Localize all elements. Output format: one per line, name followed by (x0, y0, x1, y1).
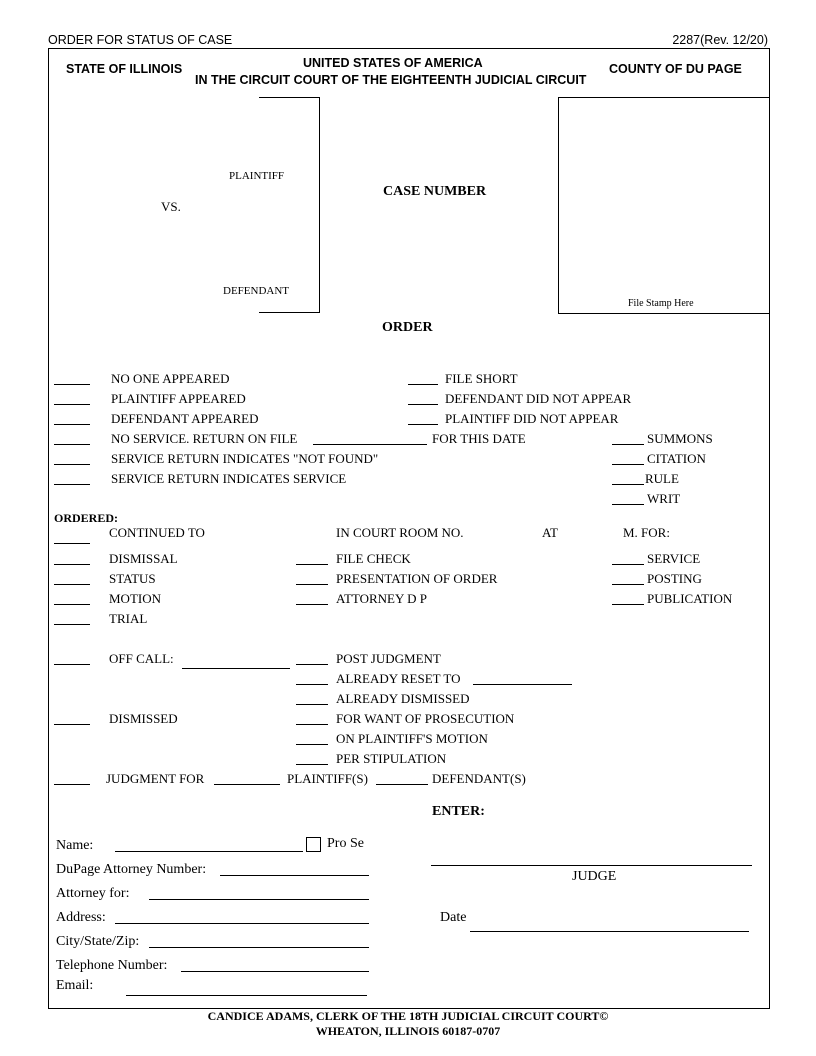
enter-label: ENTER: (432, 804, 485, 819)
form-name: ORDER FOR STATUS OF CASE (48, 33, 233, 47)
check-blank[interactable] (296, 664, 328, 665)
m-for-label: M. FOR: (623, 525, 670, 540)
file-stamp-box[interactable] (558, 97, 769, 314)
check-blank[interactable] (296, 724, 328, 725)
name-field[interactable] (115, 851, 303, 852)
check-blank[interactable] (54, 784, 90, 785)
judge-signature-field[interactable] (431, 865, 752, 866)
status: STATUS (109, 571, 156, 586)
continued-to: CONTINUED TO (109, 525, 205, 540)
post-judgment: POST JUDGMENT (336, 651, 441, 666)
return-date-field[interactable] (313, 444, 427, 445)
service: SERVICE (647, 551, 701, 566)
judgment-amount-field[interactable] (214, 784, 280, 785)
check-blank[interactable] (296, 584, 328, 585)
pro-se-label: Pro Se (327, 836, 364, 851)
judgment-for: JUDGMENT FOR (106, 771, 205, 786)
form-revision: 2287(Rev. 12/20) (672, 33, 768, 47)
for-this-date: FOR THIS DATE (432, 431, 526, 446)
rule: RULE (645, 471, 679, 486)
check-blank[interactable] (54, 384, 90, 385)
publication: PUBLICATION (647, 591, 733, 606)
posting: POSTING (647, 571, 702, 586)
file-stamp-label: File Stamp Here (628, 298, 694, 309)
plaintiff-no-appear: PLAINTIFF DID NOT APPEAR (445, 411, 619, 426)
per-stipulation: PER STIPULATION (336, 751, 447, 766)
case-number-label: CASE NUMBER (383, 184, 487, 199)
attorney-for-field[interactable] (149, 899, 369, 900)
citation: CITATION (647, 451, 706, 466)
name-label: Name: (56, 838, 94, 853)
check-blank[interactable] (54, 464, 90, 465)
off-call: OFF CALL: (109, 651, 174, 666)
already-dismissed: ALREADY DISMISSED (336, 691, 470, 706)
summons: SUMMONS (647, 431, 713, 446)
check-blank[interactable] (408, 404, 438, 405)
check-blank[interactable] (296, 564, 328, 565)
plaintiffs: PLAINTIFF(S) (287, 771, 368, 786)
check-blank[interactable] (54, 444, 90, 445)
check-blank[interactable] (612, 564, 644, 565)
check-blank[interactable] (54, 424, 90, 425)
caption-top-rule (259, 97, 319, 98)
check-blank[interactable] (54, 724, 90, 725)
no-service: NO SERVICE. RETURN ON FILE (111, 431, 298, 446)
ordered-label: ORDERED: (54, 511, 119, 525)
check-blank[interactable] (54, 484, 90, 485)
check-blank[interactable] (296, 744, 328, 745)
check-blank[interactable] (408, 424, 438, 425)
not-found: SERVICE RETURN INDICATES "NOT FOUND" (111, 451, 379, 466)
city-label: City/State/Zip: (56, 934, 140, 949)
telephone-field[interactable] (181, 971, 369, 972)
motion: MOTION (109, 591, 161, 606)
pro-se-checkbox[interactable] (306, 837, 321, 852)
off-call-field[interactable] (182, 668, 290, 669)
attorney-for-label: Attorney for: (56, 886, 130, 901)
check-blank[interactable] (54, 564, 90, 565)
file-check: FILE CHECK (336, 551, 411, 566)
defendant-label: DEFENDANT (223, 285, 289, 297)
court-room: IN COURT ROOM NO. (336, 525, 464, 540)
state-label: STATE OF ILLINOIS (66, 62, 183, 76)
no-one-appeared: NO ONE APPEARED (111, 371, 230, 386)
footer-address: WHEATON, ILLINOIS 60187-0707 (315, 1024, 501, 1038)
address-field[interactable] (115, 923, 369, 924)
date-label: Date (440, 910, 467, 925)
check-blank[interactable] (296, 604, 328, 605)
email-label: Email: (56, 978, 94, 993)
check-blank[interactable] (612, 464, 644, 465)
country-label: UNITED STATES OF AMERICA (303, 56, 483, 70)
date-field[interactable] (470, 931, 749, 932)
check-blank[interactable] (54, 584, 90, 585)
city-field[interactable] (149, 947, 369, 948)
check-blank[interactable] (612, 444, 644, 445)
defendants: DEFENDANT(S) (432, 771, 526, 786)
reset-date-field[interactable] (473, 684, 572, 685)
dismissal: DISMISSAL (109, 551, 178, 566)
trial: TRIAL (109, 611, 148, 626)
telephone-label: Telephone Number: (56, 958, 168, 973)
email-field[interactable] (126, 995, 367, 996)
judgment-against-field[interactable] (376, 784, 428, 785)
file-short: FILE SHORT (445, 371, 518, 386)
caption-bottom-rule (259, 312, 319, 313)
check-blank[interactable] (54, 543, 90, 544)
address-label: Address: (56, 910, 106, 925)
check-blank[interactable] (296, 764, 328, 765)
dismissed: DISMISSED (109, 711, 178, 726)
court-label: IN THE CIRCUIT COURT OF THE EIGHTEENTH JUDICIAL CIRCUIT (195, 73, 587, 87)
at-label: AT (542, 525, 558, 540)
county-label: COUNTY OF DU PAGE (609, 62, 742, 76)
already-reset: ALREADY RESET TO (336, 671, 461, 686)
footer-clerk: CANDICE ADAMS, CLERK OF THE 18TH JUDICIAL CIRCUIT COURT© (207, 1009, 609, 1023)
check-blank[interactable] (612, 504, 644, 505)
check-blank[interactable] (54, 404, 90, 405)
check-blank[interactable] (612, 604, 644, 605)
check-blank[interactable] (296, 704, 328, 705)
check-blank[interactable] (54, 624, 90, 625)
plaintiff-label: PLAINTIFF (229, 170, 285, 182)
check-blank[interactable] (612, 484, 644, 485)
plaintiff-appeared: PLAINTIFF APPEARED (111, 391, 246, 406)
check-blank[interactable] (408, 384, 438, 385)
check-blank[interactable] (54, 604, 90, 605)
want-of-prosecution: FOR WANT OF PROSECUTION (336, 711, 515, 726)
service-indicated: SERVICE RETURN INDICATES SERVICE (111, 471, 347, 486)
writ: WRIT (647, 491, 681, 506)
order-title: ORDER (382, 320, 433, 335)
attorney-number-field[interactable] (220, 875, 369, 876)
attorney-dp: ATTORNEY D P (336, 591, 428, 606)
plaintiff-motion: ON PLAINTIFF'S MOTION (336, 731, 488, 746)
check-blank[interactable] (296, 684, 328, 685)
vs-label: VS. (161, 199, 181, 214)
check-blank[interactable] (54, 664, 90, 665)
presentation-of-order: PRESENTATION OF ORDER (336, 571, 498, 586)
defendant-no-appear: DEFENDANT DID NOT APPEAR (445, 391, 632, 406)
attorney-number-label: DuPage Attorney Number: (56, 862, 207, 877)
check-blank[interactable] (612, 584, 644, 585)
defendant-appeared: DEFENDANT APPEARED (111, 411, 259, 426)
caption-bracket (319, 97, 320, 313)
judge-label: JUDGE (572, 869, 617, 884)
